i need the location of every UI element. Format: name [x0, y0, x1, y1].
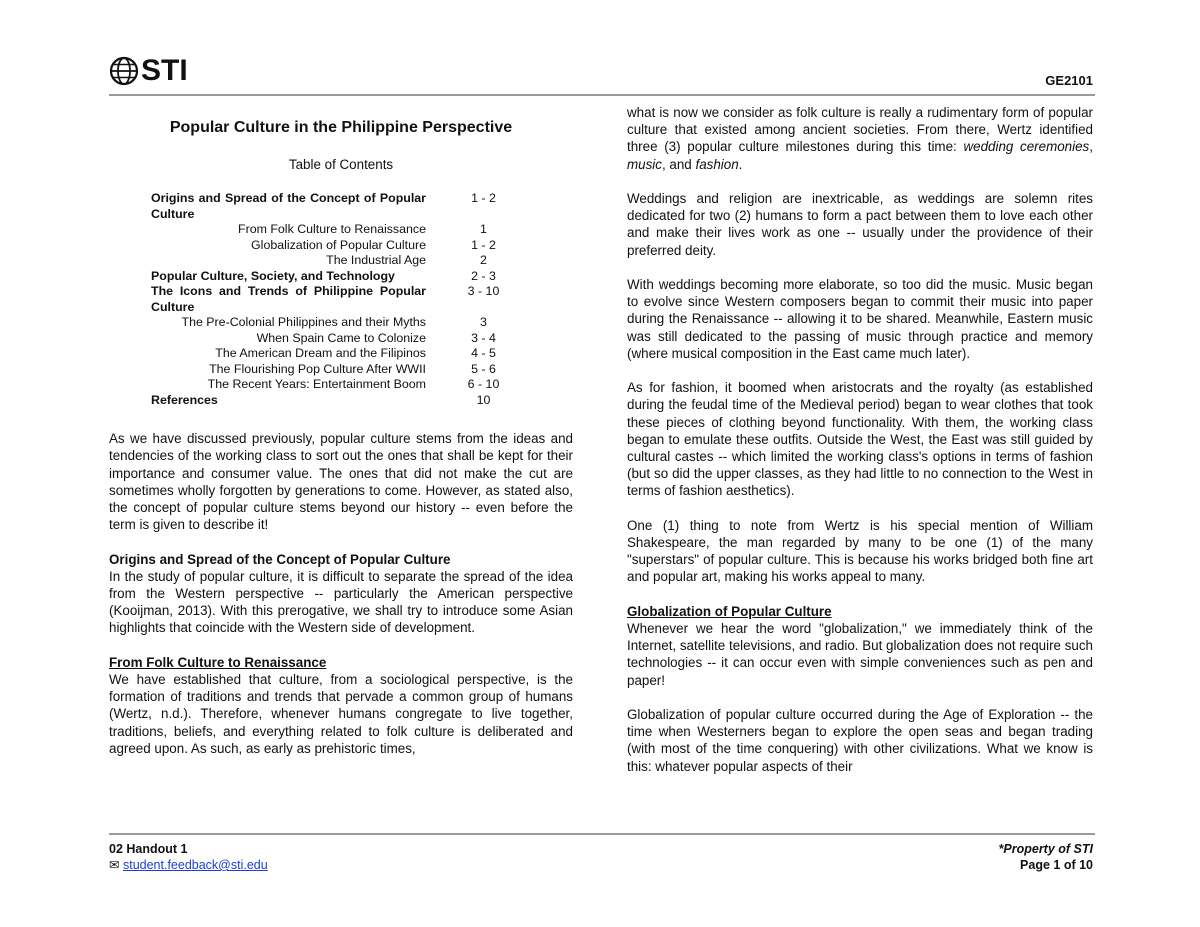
left-column: [109, 118, 573, 774]
toc-entry-label: Popular Culture, Society, and Technology: [151, 268, 395, 283]
milestone-fashion: fashion: [695, 156, 739, 172]
toc-entry: [151, 253, 541, 269]
fashion-paragraph: As for fashion, it boomed when aristocrats and the royalty (as established during the feudal time of the Medieval period) began to wear clothes that took these pieces of clothing beyond functionality. With them, the working class began to emulate these outfits. Outside the West, the East was still guided by cultural castes -- which limited the working class's options in terms of fashion (but so did the upper classes, as they had little to no connection to the West in terms of fashion aesthetics).: [627, 380, 1093, 499]
toc-entry-pages: 3: [480, 315, 487, 330]
toc-entry: [151, 191, 541, 222]
milestone-weddings: wedding ceremonies: [963, 139, 1090, 155]
envelope-icon: ✉: [109, 858, 120, 872]
intro-paragraph: As we have discussed previously, popular culture stems from the ideas and tendencies of the working class to sort out the ones that shall be kept for their importance and consumer value. The ones that did not make the cut are sometimes wholly forgotten by generations to come. However, as stated also, the concept of popular culture stems beyond our history -- even before the term is given to describe it!: [109, 431, 573, 533]
toc-entry-pages: 10: [476, 392, 491, 407]
folk-culture-paragraph: We have established that culture, from a sociological perspective, is the formation of traditions and trends that pervade a common group of humans (Wertz, n.d.). Therefore, whenever humans congregate to live together, traditions, beliefs, and everything related to folk culture is deliberated and agreed upon. As such, as early as prehistoric times,: [109, 672, 573, 756]
toc-entry: [151, 362, 541, 378]
toc-entry-label: The American Dream and the Filipinos: [215, 346, 426, 361]
footer-divider: [109, 833, 1095, 835]
toc-entry: [151, 331, 541, 347]
section-heading-origins: Origins and Spread of the Concept of Popular Culture: [109, 551, 451, 567]
toc-entry-label: When Spain Came to Colonize: [256, 330, 426, 345]
toc-entry-pages: 4 - 5: [471, 346, 496, 361]
toc-heading: Table of Contents: [288, 157, 394, 172]
toc-entry-label: The Flourishing Pop Culture After WWII: [209, 361, 426, 376]
toc-entry-label: From Folk Culture to Renaissance: [238, 222, 426, 237]
weddings-paragraph: Weddings and religion are inextricable, as weddings are solemn rites dedicated for two (2) humans to form a pact between them to love each other and make their lives work as one -- usually under the providence of their preferred deity.: [627, 191, 1093, 258]
page-number: Page 1 of 10: [1020, 858, 1093, 872]
toc-entry-pages: 1: [480, 222, 487, 237]
toc-entry-pages: 3 - 4: [471, 330, 496, 345]
toc-entry-pages: 6 - 10: [467, 377, 500, 392]
handout-label: 02 Handout 1: [109, 842, 188, 856]
toc-entry-label: The Recent Years: Entertainment Boom: [207, 377, 426, 392]
shakespeare-paragraph: One (1) thing to note from Wertz is his special mention of William Shakespeare, the man regarded by many to be one (1) of the many "superstars" of popular culture. This is because his works bridged both fine art and popular art, making his works appeal to many.: [627, 517, 1093, 585]
toc-entry-label: The Pre-Colonial Philippines and their Myths: [181, 315, 426, 330]
toc-entry: [151, 346, 541, 362]
footer-right: [999, 841, 1093, 873]
toc-entry-label: Origins and Spread of the Concept of Popular Culture: [151, 191, 426, 221]
toc-entry-pages: 2 - 3: [471, 268, 496, 283]
toc-entry-pages: 5 - 6: [471, 361, 496, 376]
course-code: GE2101: [1045, 73, 1093, 88]
toc-entry-label: The Industrial Age: [326, 253, 426, 268]
sti-logo: [109, 56, 188, 86]
toc-entry: [151, 222, 541, 238]
toc-entry-pages: 3 - 10: [467, 284, 500, 299]
toc-entry: [151, 377, 541, 393]
toc-entry-label: References: [151, 392, 218, 407]
toc-entry: [151, 315, 541, 331]
toc-entry-label: The Icons and Trends of Philippine Popular Culture: [151, 284, 426, 314]
right-column: [627, 104, 1093, 792]
toc-entry-pages: 2: [480, 253, 487, 268]
toc-entry: [151, 393, 541, 409]
globe-icon: [109, 56, 139, 86]
exploration-paragraph: Globalization of popular culture occurred during the Age of Exploration -- the time when Westerners began to explore the open seas and began trading (with most of the time conquering) with other civilizations. What we know is this: whatever popular aspects of their: [627, 707, 1093, 774]
feedback-email-link[interactable]: student.feedback@sti.edu: [122, 858, 268, 872]
milestones-paragraph: what is now we consider as folk culture is really a rudimentary form of popular culture that existed among ancient societies. From there, Wertz identified three (3) popular culture milestones during this time: wedding ceremonies, music, and fashion.: [627, 105, 1093, 172]
toc-entry: [151, 284, 541, 315]
origins-paragraph: In the study of popular culture, it is difficult to separate the spread of the idea from the Western perspective -- particularly the American perspective (Kooijman, 2013). With this prerogative, we shall try to introduce some Asian highlights that coincide with the Western side of development.: [109, 568, 573, 636]
section-heading-folk-culture: From Folk Culture to Renaissance: [109, 654, 327, 670]
toc-entry-label: Globalization of Popular Culture: [251, 237, 426, 252]
page-title: Popular Culture in the Philippine Perspective: [169, 119, 513, 136]
table-of-contents: [151, 191, 541, 408]
toc-entry-pages: 1 - 2: [471, 191, 496, 206]
toc-entry: [151, 269, 541, 285]
toc-entry-pages: 1 - 2: [471, 237, 496, 252]
property-notice: *Property of STI: [998, 842, 1093, 856]
logo-text: STI: [141, 54, 188, 87]
footer-left: [109, 841, 268, 873]
section-heading-globalization: Globalization of Popular Culture: [627, 603, 832, 619]
header-divider: [109, 94, 1095, 96]
milestone-music: music: [627, 156, 662, 172]
globalization-paragraph: Whenever we hear the word "globalization," we immediately think of the Internet, satellite televisions, and radio. But globalization does not require such technologies -- it can occur even with simple conveniences such as pen and paper!: [627, 621, 1093, 688]
music-paragraph: With weddings becoming more elaborate, so too did the music. Music began to evolve since Western composers began to commit their music into paper during the Renaissance -- allowing it to be shared. Meanwhile, Eastern music was still dedicated to the passing of music through practice and memory (where musical composition in the East came much later).: [627, 277, 1093, 361]
toc-entry: [151, 238, 541, 254]
